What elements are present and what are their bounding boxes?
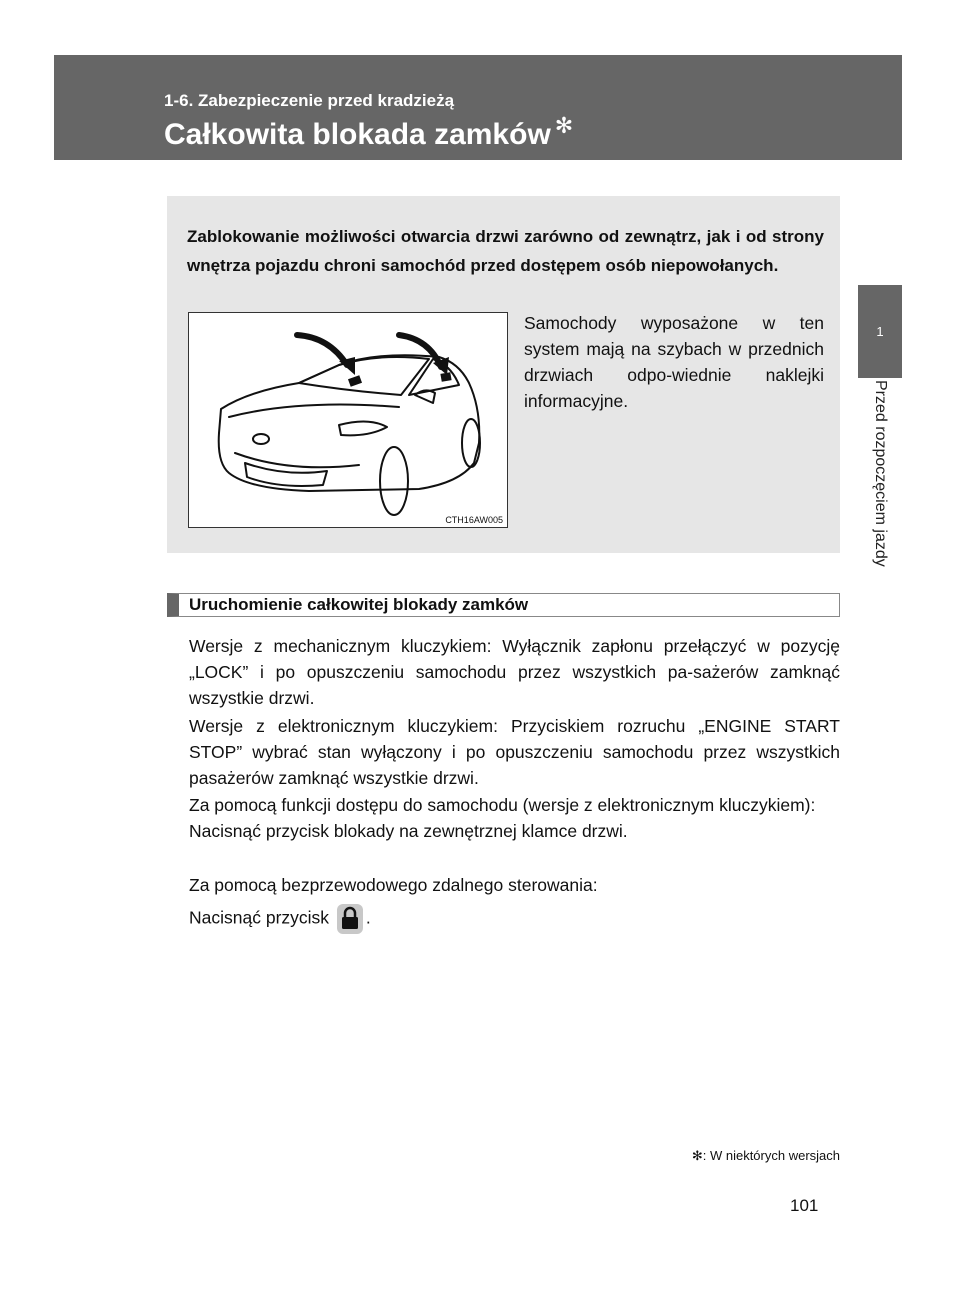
page-number: 101 [790,1196,819,1215]
page-title-text: Całkowita blokada zamków [164,118,551,151]
section-heading [167,593,840,617]
press-button-text: Nacisnąć przycisk [189,907,330,928]
chapter-label: Przed rozpoczęciem jazdy [872,380,889,567]
footnote: ✻: W niektórych wersjach [691,1148,840,1163]
car-drawing [189,313,507,527]
title-asterisk: ✻ [554,113,574,138]
lock-icon [337,904,363,934]
header-bar [54,55,902,160]
figure-note: Samochody wyposażone w ten system mają na szybach w przednich drzwiach odpo-wiednie naklejki informacyjne. [524,313,824,411]
paragraph-mechanical-key: Wersje z mechanicznym kluczykiem: Wyłącznik zapłonu przełączyć w pozycję „LOCK” i po opuszczeniu samochodu przez wszystkich pa-sażerów zamknąć wszystkie drzwi. [189,636,840,708]
entry-function-intro: Za pomocą funkcji dostępu do samochodu (wersje z elektronicznym kluczykiem): [189,795,816,815]
page-title [164,113,573,152]
intro-box [167,196,840,553]
paragraph-entry-function [189,792,840,844]
press-button-period: . [365,907,371,928]
paragraph-remote: Za pomocą bezprzewodowego zdalnego sterowania: [189,875,598,895]
intro-text: Zablokowanie możliwości otwarcia drzwi zarówno od zewnątrz, jak i od strony wnętrza pojazdu chroni samochód przed dostępem osób niepowołanych. [187,227,824,275]
section-label: 1-6. Zabezpieczenie przed kradzieżą [164,91,455,110]
figure-code: CTH16AW005 [445,515,503,525]
entry-function-action: Nacisnąć przycisk blokady na zewnętrznej klamce drzwi. [189,821,628,841]
chapter-tab: 1 [858,285,902,378]
paragraph-electronic-key: Wersje z elektronicznym kluczykiem: Przyciskiem rozruchu „ENGINE START STOP” wybrać stan wyłączony i po opuszczeniu samochodu przez wszystkich pasażerów zamknąć wszystkie drzwi. [189,716,840,788]
car-illustration [188,312,508,528]
section-heading-text: Uruchomienie całkowitej blokady zamków [189,595,529,614]
paragraph-press-button [189,904,840,934]
